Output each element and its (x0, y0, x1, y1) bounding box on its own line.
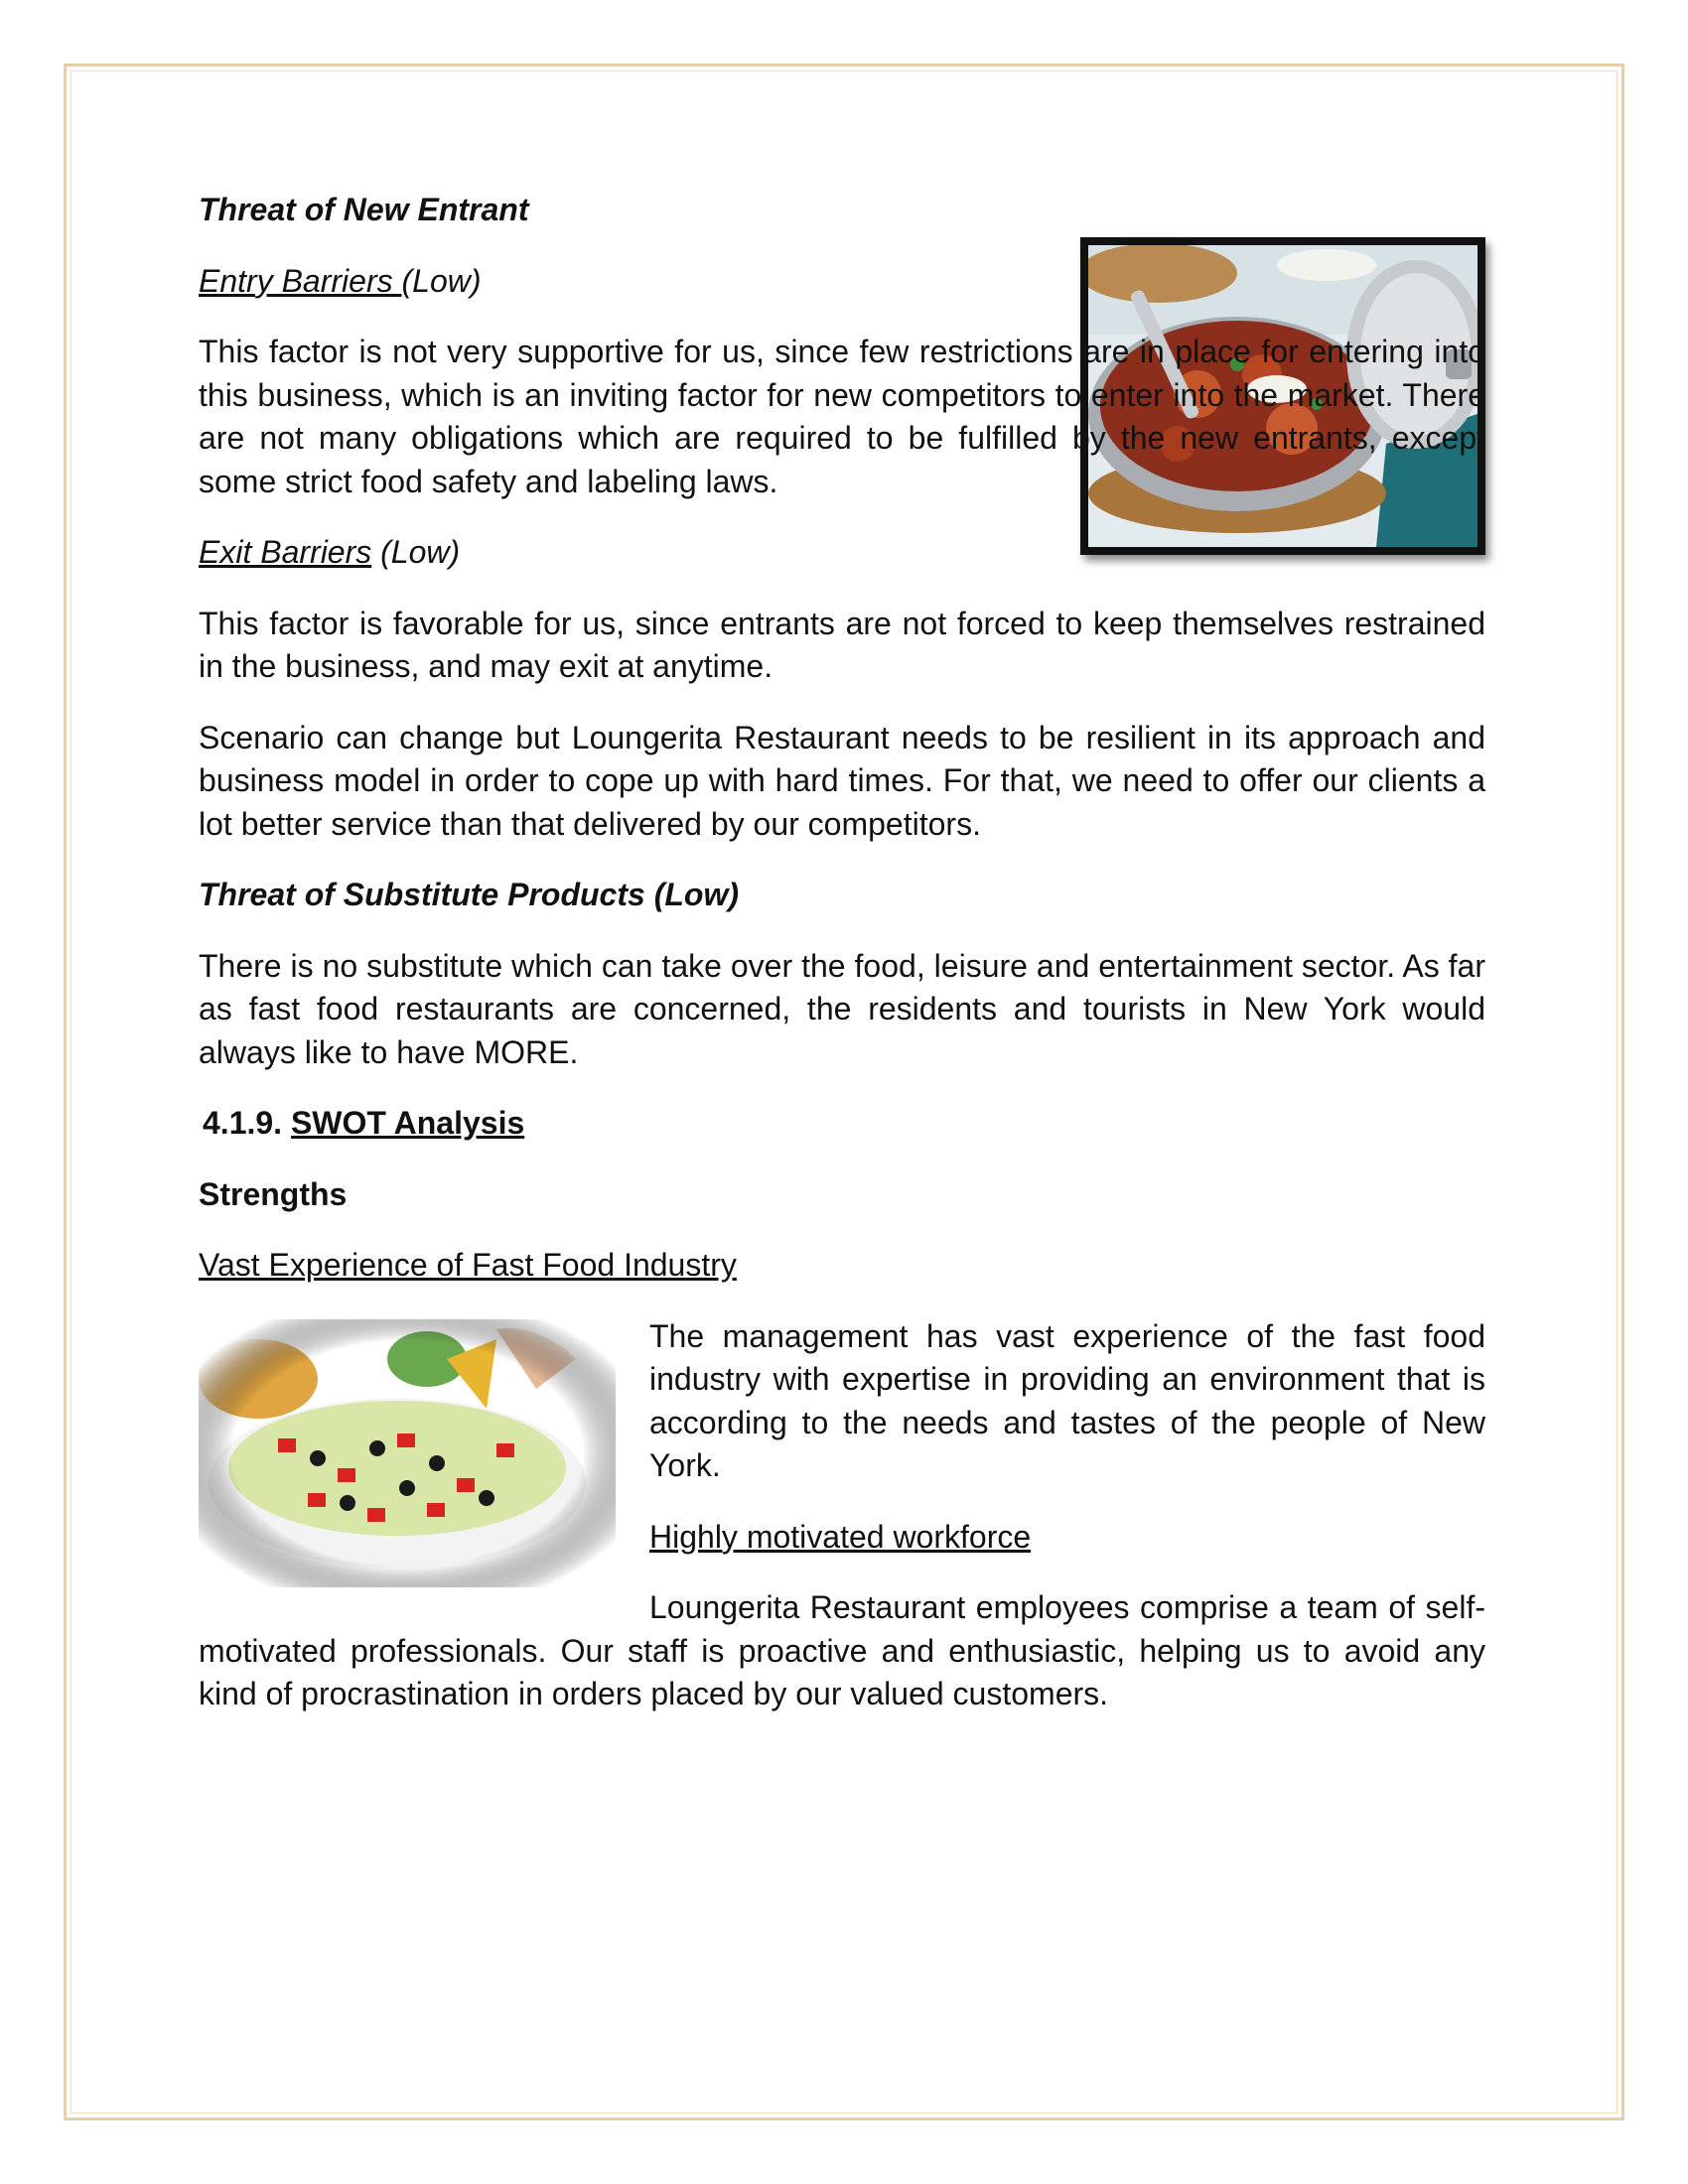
scenario-paragraph: Scenario can change but Loungerita Restaurant needs to be resilient in its approach and business model in order to cope up with hard times. For that, we need to offer our clients a lot better service than that delivered by our competitors. (199, 719, 1485, 842)
strengths-heading: Strengths (199, 1175, 348, 1212)
exit-barriers-label: Exit Barriers (199, 534, 372, 570)
swot-heading (199, 1102, 1485, 1146)
exit-barriers-paragraph: This factor is favorable for us, since entrants are not forced to keep themselves restrained in the business, and may exit at anytime. (199, 605, 1485, 684)
threat-substitute-heading: Threat of Substitute Products (Low) (199, 877, 739, 912)
strength1-paragraph: The management has vast experience of the fast food industry with expertise in providing an environment that is according to the needs and tastes of the people of New York. (649, 1317, 1485, 1483)
swot-title: SWOT Analysis (290, 1105, 525, 1141)
strength2-title: Highly motivated workforce (649, 1518, 1032, 1555)
swot-number: 4.1.9. (203, 1105, 291, 1141)
entry-barriers-level: (Low) (401, 262, 482, 299)
document-body (199, 189, 1485, 1744)
strength2-paragraph: Loungerita Restaurant employees comprise a team of self-motivated professionals. Our staff is proactive and enthusiastic, helping us to avoid any kind of procrastination in orders placed by our valued customers. (199, 1589, 1485, 1711)
entry-barriers-text: This factor is not very supportive for us, since few restrictions are in place for entering into this business, which is an inviting factor for new competitors to enter into the market. There are not many obligations which are required to be fulfilled by the new entrants, except some strict food safety and labeling laws. (199, 334, 1485, 499)
nachos-salad-photo (199, 1319, 616, 1587)
entry-barriers-label: Entry Barriers (199, 262, 402, 299)
strength1-title: Vast Experience of Fast Food Industry (199, 1247, 737, 1283)
substitute-paragraph: There is no substitute which can take over the food, leisure and entertainment sector. As far as fast food restaurants are concerned, the residents and tourists in New York would always like to have MORE. (199, 947, 1485, 1070)
exit-barriers-level: (Low) (371, 534, 461, 570)
threat-new-entrant-heading: Threat of New Entrant (199, 192, 529, 227)
